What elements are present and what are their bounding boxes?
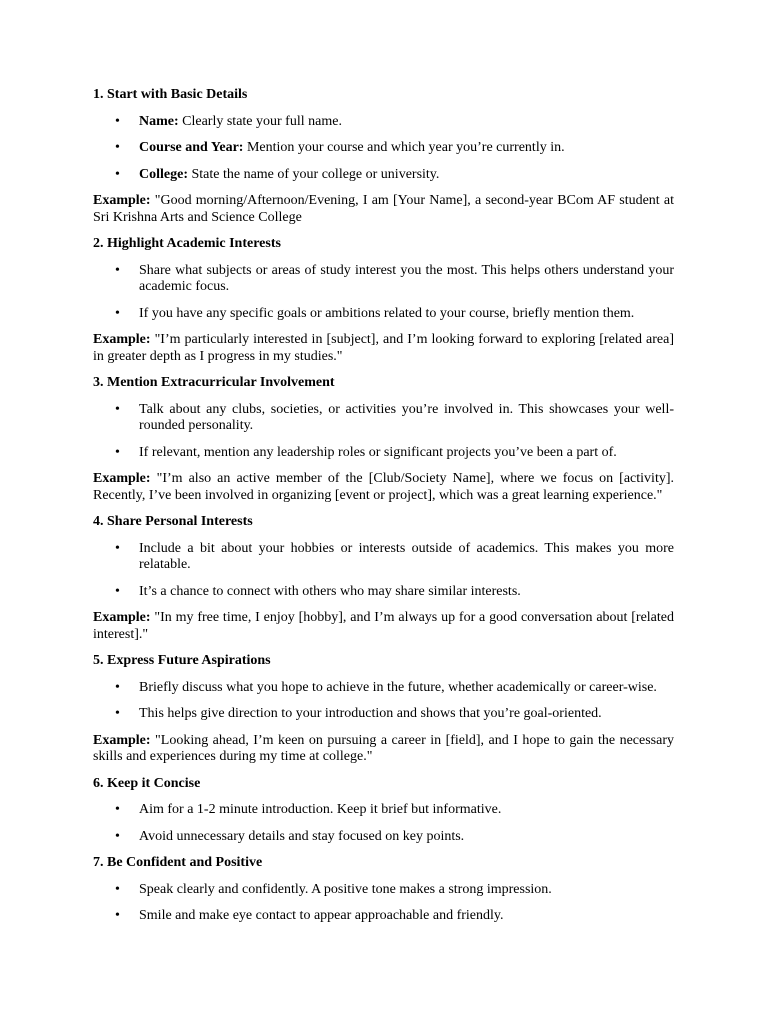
list-item — [93, 882, 674, 899]
bullet-icon: • — [115, 540, 120, 556]
example-label: Example: — [93, 732, 151, 748]
item-text: State the name of your college or university. — [191, 166, 440, 182]
section-heading: 7. Be Confident and Positive — [93, 855, 263, 870]
list-item — [93, 402, 674, 435]
item-label: Name: — [139, 113, 179, 129]
bullet-list — [93, 114, 674, 184]
example-text: "I’m particularly interested in [subject], and I’m looking forward to exploring [related area] in greater depth as I progress in my studies." — [93, 332, 674, 364]
example-text: "In my free time, I enjoy [hobby], and I’m always up for a good conversation about [related interest]." — [93, 610, 675, 642]
section-heading: 3. Mention Extracurricular Involvement — [93, 375, 335, 390]
example-text: "Looking ahead, I’m keen on pursuing a career in [field], and I hope to gain the necessary skills and experiences during my time at college." — [93, 732, 674, 764]
bullet-icon: • — [115, 908, 120, 923]
list-item — [93, 140, 674, 157]
bullet-list — [93, 882, 674, 925]
section-heading: 1. Start with Basic Details — [93, 87, 248, 102]
list-item — [93, 829, 674, 846]
item-text: Speak clearly and confidently. A positive tone makes a strong impression. — [139, 881, 552, 897]
bullet-list — [93, 541, 674, 601]
document-page — [93, 87, 674, 935]
item-text: Avoid unnecessary details and stay focused on key points. — [139, 828, 465, 844]
list-item — [93, 114, 674, 131]
item-text: Smile and make eye contact to appear approachable and friendly. — [139, 908, 504, 923]
item-text: Clearly state your full name. — [182, 113, 342, 129]
example-paragraph — [93, 193, 674, 226]
section-basic-details — [93, 87, 674, 226]
bullet-icon: • — [115, 706, 120, 721]
bullet-list — [93, 680, 674, 723]
section-keep-concise — [93, 776, 674, 846]
list-item — [93, 706, 674, 723]
list-item — [93, 802, 674, 819]
example-label: Example: — [93, 193, 151, 208]
item-text: Aim for a 1-2 minute introduction. Keep it brief but informative. — [139, 802, 502, 817]
example-text: "I’m also an active member of the [Club/Society Name], where we focus on [activity]. Recently, I’ve been involved in organizing [event or project], which was a great learning experience." — [93, 471, 674, 503]
bullet-icon: • — [115, 444, 120, 460]
item-text: Mention your course and which year you’re currently in. — [246, 140, 565, 155]
bullet-icon: • — [115, 679, 120, 695]
list-item — [93, 263, 674, 296]
bullet-icon: • — [115, 113, 120, 129]
section-academic-interests — [93, 236, 674, 365]
example-paragraph — [93, 733, 674, 766]
bullet-icon: • — [115, 140, 120, 155]
list-item — [93, 541, 674, 574]
item-text: This helps give direction to your introduction and shows that you’re goal-oriented. — [139, 706, 602, 721]
bullet-icon: • — [115, 881, 120, 897]
section-heading: 2. Highlight Academic Interests — [93, 236, 281, 251]
section-future-aspirations — [93, 653, 674, 766]
bullet-list — [93, 802, 674, 845]
bullet-list — [93, 263, 674, 323]
list-item — [93, 680, 674, 697]
bullet-icon: • — [115, 262, 120, 278]
section-extracurricular — [93, 375, 674, 504]
item-text: Briefly discuss what you hope to achieve in the future, whether academically or career-wise. — [139, 679, 657, 695]
bullet-icon: • — [115, 802, 120, 817]
item-text: Include a bit about your hobbies or interests outside of academics. This makes you more relatable. — [139, 540, 674, 572]
bullet-icon: • — [115, 401, 120, 417]
example-text: "Good morning/Afternoon/Evening, I am [Your Name], a second-year BCom AF student at Sri Krishna Arts and Science College — [93, 193, 674, 225]
section-heading: 4. Share Personal Interests — [93, 514, 253, 529]
section-heading: 6. Keep it Concise — [93, 775, 201, 791]
list-item — [93, 584, 674, 601]
example-label: Example: — [93, 610, 151, 625]
list-item — [93, 306, 674, 323]
item-text: It’s a chance to connect with others who may share similar interests. — [139, 583, 521, 599]
item-label: College: — [139, 166, 188, 182]
example-paragraph — [93, 471, 674, 504]
example-paragraph — [93, 610, 674, 643]
item-text: Talk about any clubs, societies, or activities you’re involved in. This showcases your well-rounded personality. — [139, 401, 674, 433]
bullet-icon: • — [115, 583, 120, 599]
example-paragraph — [93, 332, 674, 365]
section-confident-positive — [93, 855, 674, 925]
bullet-list — [93, 402, 674, 462]
section-personal-interests — [93, 514, 674, 643]
bullet-icon: • — [115, 166, 120, 182]
list-item — [93, 445, 674, 462]
item-text: Share what subjects or areas of study interest you the most. This helps others understand your academic focus. — [139, 262, 674, 294]
section-heading: 5. Express Future Aspirations — [93, 653, 271, 668]
example-label: Example: — [93, 332, 151, 347]
item-text: If relevant, mention any leadership roles or significant projects you’ve been a part of. — [139, 444, 617, 460]
item-text: If you have any specific goals or ambitions related to your course, briefly mention them. — [139, 305, 635, 321]
item-label: Course and Year: — [139, 140, 244, 155]
list-item — [93, 908, 674, 925]
example-label: Example: — [93, 471, 151, 486]
bullet-icon: • — [115, 305, 120, 321]
bullet-icon: • — [115, 828, 120, 844]
list-item — [93, 167, 674, 184]
